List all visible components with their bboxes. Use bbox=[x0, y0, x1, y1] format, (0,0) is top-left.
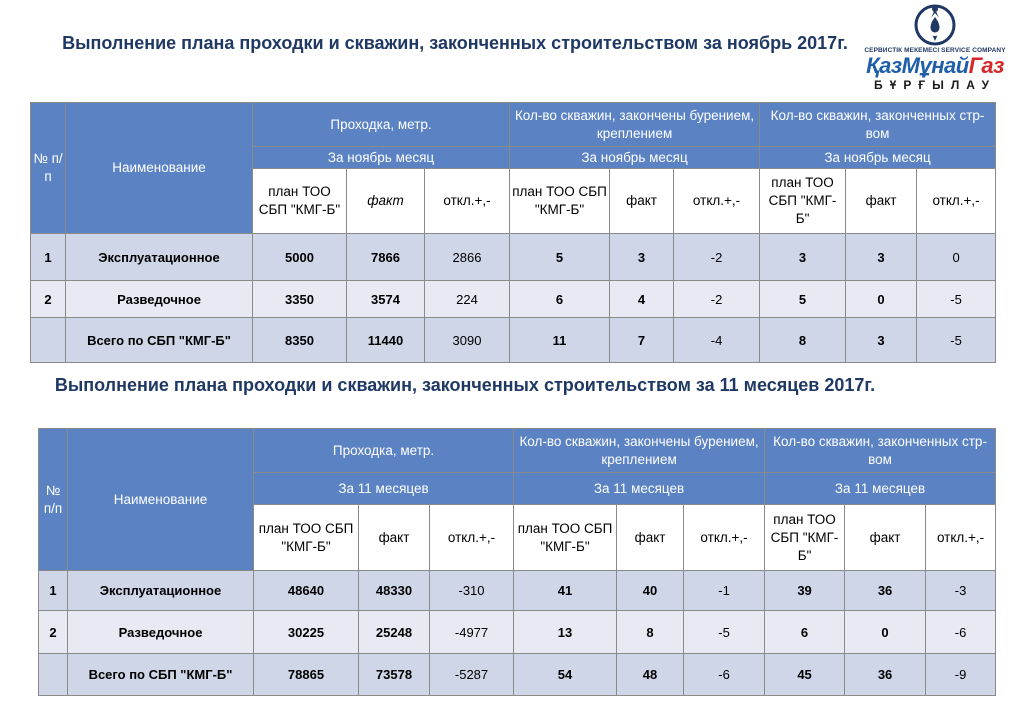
cell-fact-drill: 25248 bbox=[359, 611, 430, 654]
header-name: Наименование bbox=[66, 103, 253, 234]
cell-plan-drilled: 6 bbox=[510, 281, 610, 318]
row-num bbox=[31, 318, 66, 363]
cell-fact-drilled: 48 bbox=[617, 654, 684, 696]
row-num: 2 bbox=[39, 611, 68, 654]
cell-fact-drilled: 40 bbox=[617, 571, 684, 611]
cell-plan-drill: 3350 bbox=[253, 281, 347, 318]
header-plan: план ТОО СБП "КМГ-Б" bbox=[765, 505, 845, 571]
cell-plan-built: 39 bbox=[765, 571, 845, 611]
cell-dev-drill: -4977 bbox=[430, 611, 514, 654]
cell-plan-drill: 78865 bbox=[254, 654, 359, 696]
cell-plan-drill: 5000 bbox=[253, 234, 347, 281]
row-num: 2 bbox=[31, 281, 66, 318]
header-deviation: откл.+,- bbox=[430, 505, 514, 571]
cell-fact-drilled: 8 bbox=[617, 611, 684, 654]
cell-dev-drill: 2866 bbox=[425, 234, 510, 281]
cell-plan-drilled: 13 bbox=[514, 611, 617, 654]
cell-dev-drilled: -2 bbox=[674, 234, 760, 281]
table-row bbox=[31, 234, 996, 281]
cell-fact-drilled: 7 bbox=[610, 318, 674, 363]
header-drilling: Проходка, метр. bbox=[254, 429, 514, 473]
cell-plan-drill: 30225 bbox=[254, 611, 359, 654]
cell-plan-drilled: 11 bbox=[510, 318, 610, 363]
row-name: Эксплуатационное bbox=[66, 234, 253, 281]
header-fact: факт bbox=[846, 169, 917, 234]
cell-dev-drill: -310 bbox=[430, 571, 514, 611]
cell-fact-built: 0 bbox=[846, 281, 917, 318]
row-num: 1 bbox=[39, 571, 68, 611]
header-plan: план ТОО СБП "КМГ-Б" bbox=[760, 169, 846, 234]
header-wells-drilled: Кол-во скважин, закончены бурением, креплением bbox=[510, 103, 760, 147]
cell-dev-drilled: -5 bbox=[684, 611, 765, 654]
cell-dev-built: 0 bbox=[917, 234, 996, 281]
header-plan: план ТОО СБП "КМГ-Б" bbox=[254, 505, 359, 571]
row-name: Разведочное bbox=[68, 611, 254, 654]
header-period: За ноябрь месяц bbox=[760, 147, 996, 169]
cell-dev-drilled: -4 bbox=[674, 318, 760, 363]
cell-fact-built: 3 bbox=[846, 234, 917, 281]
cell-fact-built: 36 bbox=[845, 571, 926, 611]
header-fact: факт bbox=[617, 505, 684, 571]
header-plan: план ТОО СБП "КМГ-Б" bbox=[510, 169, 610, 234]
header-wells-drilled: Кол-во скважин, закончены бурением, креплением bbox=[514, 429, 765, 473]
header-deviation: откл.+,- bbox=[684, 505, 765, 571]
header-deviation: откл.+,- bbox=[917, 169, 996, 234]
header-fact: факт bbox=[347, 169, 425, 234]
cell-plan-drilled: 54 bbox=[514, 654, 617, 696]
header-fact: факт bbox=[610, 169, 674, 234]
table-11-months bbox=[38, 428, 996, 696]
cell-plan-built: 6 bbox=[765, 611, 845, 654]
header-deviation: откл.+,- bbox=[674, 169, 760, 234]
header-drilling: Проходка, метр. bbox=[253, 103, 510, 147]
cell-plan-built: 8 bbox=[760, 318, 846, 363]
cell-dev-built: -3 bbox=[926, 571, 996, 611]
cell-plan-drilled: 41 bbox=[514, 571, 617, 611]
logo-name-blue: ҚазМұнай bbox=[866, 53, 969, 78]
header-fact: факт bbox=[845, 505, 926, 571]
row-name: Эксплуатационное bbox=[68, 571, 254, 611]
cell-dev-drill: 224 bbox=[425, 281, 510, 318]
header-plan: план ТОО СБП "КМГ-Б" bbox=[514, 505, 617, 571]
header-name: Наименование bbox=[68, 429, 254, 571]
cell-fact-drill: 3574 bbox=[347, 281, 425, 318]
table-row-total bbox=[31, 318, 996, 363]
cell-dev-built: -5 bbox=[917, 318, 996, 363]
header-period: За 11 месяцев bbox=[254, 473, 514, 505]
cell-plan-drill: 48640 bbox=[254, 571, 359, 611]
header-wells-built: Кол-во скважин, законченных стр-вом bbox=[765, 429, 996, 473]
header-wells-built: Кол-во скважин, законченных стр-вом bbox=[760, 103, 996, 147]
cell-fact-drill: 48330 bbox=[359, 571, 430, 611]
cell-dev-drilled: -6 bbox=[684, 654, 765, 696]
cell-fact-drill: 11440 bbox=[347, 318, 425, 363]
table-row bbox=[31, 281, 996, 318]
logo-name-red: Газ bbox=[968, 53, 1004, 78]
cell-dev-drilled: -2 bbox=[674, 281, 760, 318]
cell-fact-built: 3 bbox=[846, 318, 917, 363]
row-name: Всего по СБП "КМГ-Б" bbox=[66, 318, 253, 363]
cell-fact-drill: 7866 bbox=[347, 234, 425, 281]
cell-fact-built: 0 bbox=[845, 611, 926, 654]
kmg-logo bbox=[848, 4, 1022, 102]
cell-fact-drill: 73578 bbox=[359, 654, 430, 696]
table-row bbox=[39, 611, 996, 654]
row-name: Всего по СБП "КМГ-Б" bbox=[68, 654, 254, 696]
cell-plan-drill: 8350 bbox=[253, 318, 347, 363]
table-row-total bbox=[39, 654, 996, 696]
table-november bbox=[30, 102, 996, 363]
header-period: За ноябрь месяц bbox=[253, 147, 510, 169]
header-period: За ноябрь месяц bbox=[510, 147, 760, 169]
cell-dev-built: -9 bbox=[926, 654, 996, 696]
header-plan: план ТОО СБП "КМГ-Б" bbox=[253, 169, 347, 234]
table-row bbox=[39, 571, 996, 611]
cell-plan-built: 5 bbox=[760, 281, 846, 318]
cell-plan-drilled: 5 bbox=[510, 234, 610, 281]
cell-plan-built: 45 bbox=[765, 654, 845, 696]
header-deviation: откл.+,- bbox=[425, 169, 510, 234]
kmg-emblem-icon bbox=[914, 4, 956, 46]
row-num: 1 bbox=[31, 234, 66, 281]
header-deviation: откл.+,- bbox=[926, 505, 996, 571]
cell-fact-built: 36 bbox=[845, 654, 926, 696]
header-num: № п/п bbox=[39, 429, 68, 571]
cell-fact-drilled: 3 bbox=[610, 234, 674, 281]
cell-dev-drill: -5287 bbox=[430, 654, 514, 696]
cell-plan-built: 3 bbox=[760, 234, 846, 281]
row-name: Разведочное bbox=[66, 281, 253, 318]
header-fact: факт bbox=[359, 505, 430, 571]
row-num bbox=[39, 654, 68, 696]
cell-dev-drill: 3090 bbox=[425, 318, 510, 363]
cell-fact-drilled: 4 bbox=[610, 281, 674, 318]
title-november: Выполнение плана проходки и скважин, законченных строительством за ноябрь 2017г. bbox=[62, 33, 848, 53]
logo-service-text: СЕРВИСТІК МЕКЕМЕСІ SERVICE COMPANY bbox=[864, 47, 1006, 54]
header-num: № п/п bbox=[31, 103, 66, 234]
header-period: За 11 месяцев bbox=[765, 473, 996, 505]
cell-dev-built: -6 bbox=[926, 611, 996, 654]
cell-dev-built: -5 bbox=[917, 281, 996, 318]
title-11-months: Выполнение плана проходки и скважин, законченных строительством за 11 месяцев 2017г. bbox=[54, 375, 876, 395]
cell-dev-drilled: -1 bbox=[684, 571, 765, 611]
logo-subtitle: БҰРҒЫЛАУ bbox=[874, 78, 996, 92]
header-period: За 11 месяцев bbox=[514, 473, 765, 505]
logo-company-name bbox=[848, 54, 1022, 78]
